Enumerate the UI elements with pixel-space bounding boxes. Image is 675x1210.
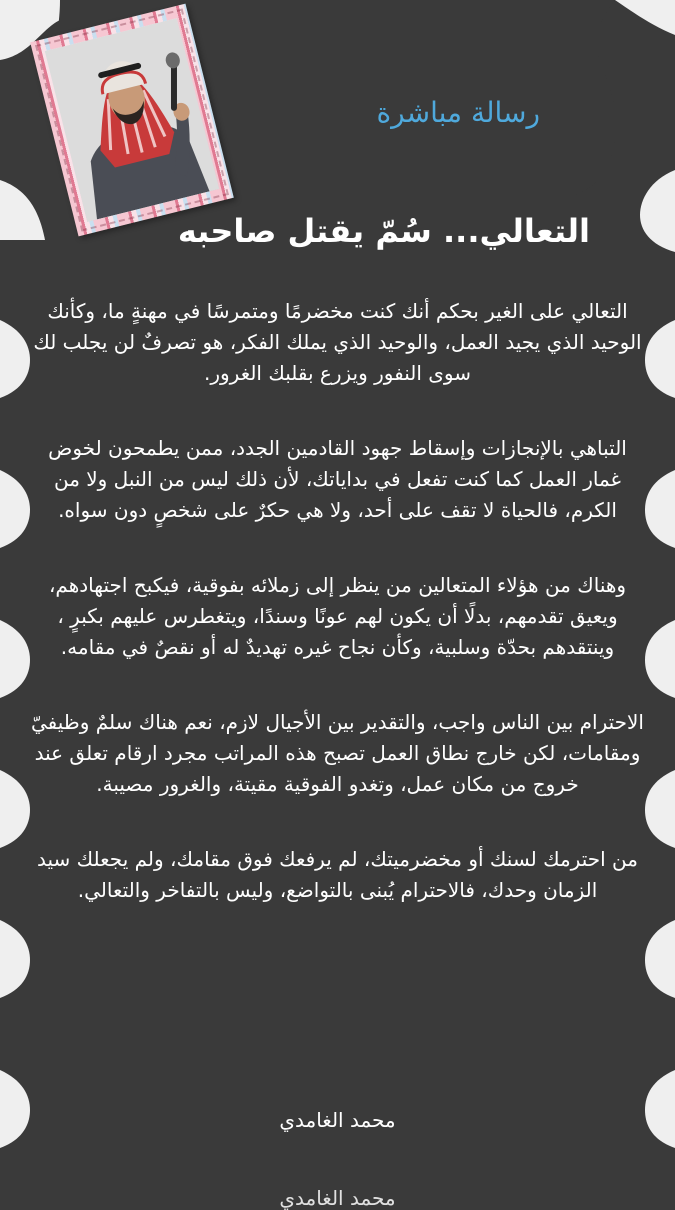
article-paragraph: التباهي بالإنجازات وإسقاط جهود القادمين الجدد، ممن يطمحون لخوض غمار العمل كما كنت تفعل في بداياتك، لأن ذلك ليس من النبل ولا من الكرم، فالحياة لا تقف على أحد، ولا هي حكرٌ على شخصٍ دون سواه. bbox=[48, 436, 627, 522]
article-paragraph: الاحترام بين الناس واجب، والتقدير بين الأجيال لازم، نعم هناك سلمٌ وظيفيّ ومقامات، لكن خارج نطاق العمل تصبح هذه المراتب مجرد ارقام تعلق عند خروج من مكان عمل، وتغدو الفوقية مقيتة، والغرور مصيبة. bbox=[30, 710, 644, 796]
author-photo bbox=[45, 18, 220, 222]
article-paragraph: وهناك من هؤلاء المتعالين من ينظر إلى زملائه بفوقية، فيكبح اجتهادهم، ويعيق تقدمهم، بدلًا أن يكون لهم عونًا وسندًا، ويتغطرس عليهم بكبرٍ ، وينتقدهم بحدّة وسلبية، وكأن نجاح غيره تهديدٌ له أو نقصٌ في مقامه. bbox=[48, 573, 627, 659]
article-headline: التعالي... سُمّ يقتل صاحبه bbox=[177, 212, 590, 250]
photo-frame bbox=[30, 4, 234, 237]
author-signature: محمد الغامدي bbox=[279, 1108, 396, 1132]
author-signature-repeat: محمد الغامدي bbox=[279, 1186, 396, 1210]
article-paragraph: التعالي على الغير بحكم أنك كنت مخضرمًا ومتمرسًا في مهنةٍ ما، وكأنك الوحيد الذي يجيد العمل، والوحيد الذي يملك الفكر، هو تصرفٌ لن يجلب لك سوى النفور ويزرع بقلبك الغرور. bbox=[33, 299, 642, 385]
article-paragraph: من احترمك لسنك أو مخضرميتك، لم يرفعك فوق مقامك، ولم يجعلك سيد الزمان وحدك، فالاحترام يُبنى بالتواضع، وليس بالتفاخر والتعالي. bbox=[37, 847, 638, 902]
man-with-microphone-illustration bbox=[45, 18, 220, 222]
channel-label: رسالة مباشرة bbox=[376, 96, 540, 129]
article-body bbox=[30, 296, 645, 950]
